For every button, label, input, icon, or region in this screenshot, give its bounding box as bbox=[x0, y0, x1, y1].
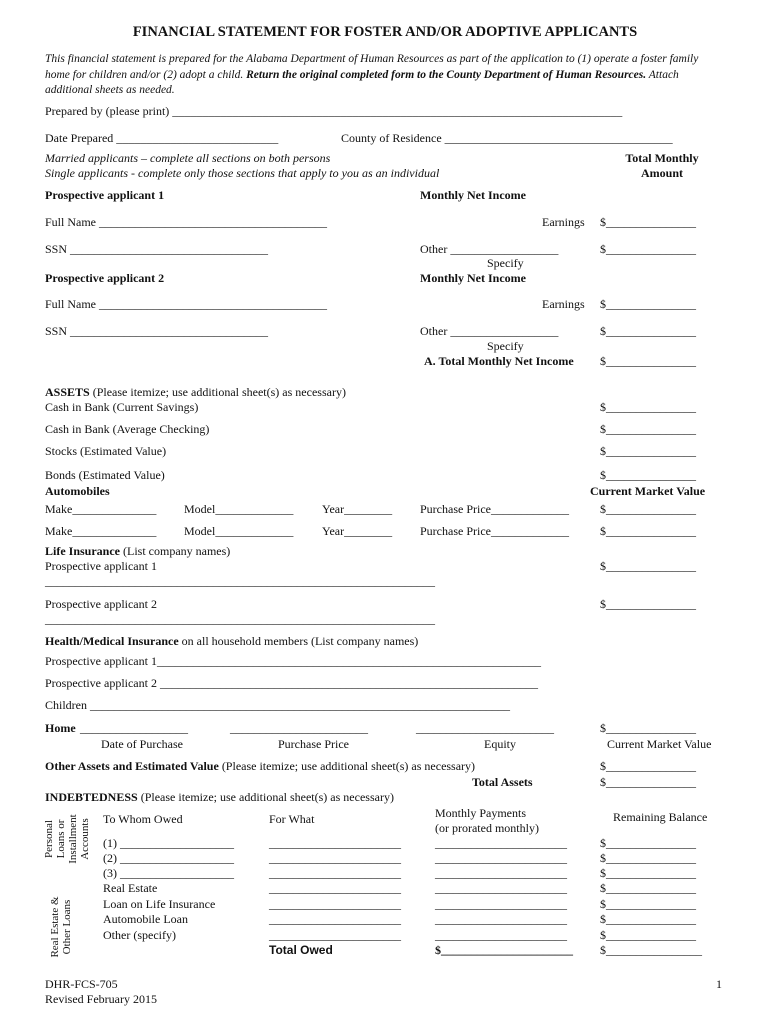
asset-amount[interactable]: $_______________ bbox=[600, 400, 696, 414]
debt-balance[interactable]: $_______________ bbox=[600, 881, 696, 895]
date-of-purchase-caption: Date of Purchase bbox=[101, 737, 183, 751]
home-equity-field[interactable]: _______________________ bbox=[416, 721, 554, 735]
applicant2-earnings-amount[interactable]: $_______________ bbox=[600, 297, 696, 311]
remaining-balance-heading: Remaining Balance bbox=[613, 810, 708, 824]
debt-creditor[interactable]: (1) ___________________ bbox=[103, 836, 234, 850]
asset-amount[interactable]: $_______________ bbox=[600, 422, 696, 436]
intro-bold: Return the original completed form to the County Department of Human Resources. bbox=[246, 68, 647, 81]
asset-label: Cash in Bank (Current Savings) bbox=[45, 400, 199, 414]
debt-balance[interactable]: $_______________ bbox=[600, 836, 696, 850]
debt-purpose[interactable]: ______________________ bbox=[269, 881, 401, 895]
car-purchase-price[interactable]: Purchase Price_____________ bbox=[420, 502, 569, 516]
other-assets-heading bbox=[45, 759, 475, 774]
life-insurance-heading bbox=[45, 544, 230, 559]
life-app1-line[interactable]: _________________________________________________________________ bbox=[45, 574, 435, 588]
total-assets-amount[interactable]: $_______________ bbox=[600, 775, 696, 789]
debt-label: Other (specify) bbox=[103, 928, 176, 942]
health-insurance-heading bbox=[45, 634, 418, 649]
married-note: Married applicants – complete all sections on both persons bbox=[45, 151, 331, 165]
debt-payment[interactable]: ______________________ bbox=[435, 928, 567, 942]
applicant2-heading: Prospective applicant 2 bbox=[45, 271, 165, 285]
intro-paragraph bbox=[45, 52, 725, 99]
group2-label-line: Real Estate & bbox=[49, 896, 61, 958]
debt-payment[interactable]: ______________________ bbox=[435, 912, 567, 926]
debt-balance[interactable]: $_______________ bbox=[600, 912, 696, 926]
car-model[interactable]: Model_____________ bbox=[184, 524, 294, 538]
indebtedness-title: INDEBTEDNESS bbox=[45, 790, 138, 804]
debt-purpose[interactable]: ______________________ bbox=[269, 851, 401, 865]
county-field[interactable]: County of Residence ______________________________________ bbox=[341, 131, 673, 145]
to-whom-owed-heading: To Whom Owed bbox=[103, 812, 183, 826]
revised-date: Revised February 2015 bbox=[45, 992, 157, 1006]
debt-label: Real Estate bbox=[103, 881, 158, 895]
asset-amount[interactable]: $_______________ bbox=[600, 468, 696, 482]
applicant1-specify: Specify bbox=[487, 256, 524, 270]
debt-label: Automobile Loan bbox=[103, 912, 188, 926]
health-insurance-note: on all household members (List company names) bbox=[178, 634, 419, 648]
home-label: Home bbox=[45, 721, 76, 735]
debt-payment[interactable]: ______________________ bbox=[435, 851, 567, 865]
group1-label-line: Personal bbox=[43, 820, 55, 858]
debt-label: Loan on Life Insurance bbox=[103, 897, 216, 911]
debt-payment[interactable]: ______________________ bbox=[435, 881, 567, 895]
total-monthly-heading: Total Monthly bbox=[625, 151, 699, 165]
other-assets-title: Other Assets and Estimated Value bbox=[45, 759, 219, 773]
total-net-income-amount[interactable]: $_______________ bbox=[600, 354, 696, 368]
applicant2-ssn[interactable]: SSN _________________________________ bbox=[45, 324, 269, 338]
car-value[interactable]: $_______________ bbox=[600, 502, 696, 516]
current-market-value-heading: Current Market Value bbox=[590, 484, 706, 498]
debt-payment[interactable]: ______________________ bbox=[435, 897, 567, 911]
life-app1-label: Prospective applicant 1 bbox=[45, 559, 157, 573]
health-children[interactable]: Children ______________________________________________________________________ bbox=[45, 698, 510, 712]
life-app2-label: Prospective applicant 2 bbox=[45, 597, 157, 611]
applicant1-earnings-amount[interactable]: $_______________ bbox=[600, 215, 696, 229]
debt-purpose[interactable]: ______________________ bbox=[269, 912, 401, 926]
amount-heading: Amount bbox=[640, 166, 683, 180]
other-assets-amount[interactable]: $_______________ bbox=[600, 759, 696, 773]
applicant1-ssn[interactable]: SSN _________________________________ bbox=[45, 242, 269, 256]
group1-label-line: Loans or bbox=[55, 819, 67, 859]
debt-balance[interactable]: $_______________ bbox=[600, 928, 696, 942]
debt-purpose[interactable]: ______________________ bbox=[269, 866, 401, 880]
asset-label: Cash in Bank (Average Checking) bbox=[45, 422, 210, 436]
indebtedness-note: (Please itemize; use additional sheet(s) as necessary) bbox=[137, 790, 394, 804]
debt-creditor[interactable]: (2) ___________________ bbox=[103, 851, 234, 865]
home-date-field[interactable]: __________________ bbox=[80, 721, 188, 735]
total-net-income-label: A. Total Monthly Net Income bbox=[424, 354, 574, 368]
prepared-by-field[interactable]: Prepared by (please print) ___________________________________________________________________________ bbox=[45, 104, 623, 118]
form-id: DHR-FCS-705 bbox=[45, 977, 118, 991]
life-app1-amount[interactable]: $_______________ bbox=[600, 559, 696, 573]
other-assets-note: (Please itemize; use additional sheet(s) as necessary) bbox=[218, 759, 476, 773]
life-app2-amount[interactable]: $_______________ bbox=[600, 597, 696, 611]
car-year[interactable]: Year________ bbox=[322, 524, 393, 538]
applicant2-full-name[interactable]: Full Name ______________________________________ bbox=[45, 297, 327, 311]
car-make[interactable]: Make______________ bbox=[45, 524, 157, 538]
assets-heading bbox=[45, 385, 346, 400]
page-number: 1 bbox=[716, 977, 722, 991]
group1-label-line: Installment bbox=[67, 814, 79, 864]
asset-label: Bonds (Estimated Value) bbox=[45, 468, 165, 482]
car-model[interactable]: Model_____________ bbox=[184, 502, 294, 516]
equity-caption: Equity bbox=[484, 737, 516, 751]
asset-amount[interactable]: $_______________ bbox=[600, 444, 696, 458]
life-insurance-note: (List company names) bbox=[120, 544, 231, 558]
home-value-field[interactable]: $_______________ bbox=[600, 721, 696, 735]
debt-balance[interactable]: $_______________ bbox=[600, 897, 696, 911]
date-prepared-field[interactable]: Date Prepared ___________________________ bbox=[45, 131, 279, 145]
page-title: FINANCIAL STATEMENT FOR FOSTER AND/OR ADOPTIVE APPLICANTS bbox=[132, 24, 638, 40]
group1-label-line: Accounts bbox=[79, 818, 91, 860]
life-insurance-title: Life Insurance bbox=[45, 544, 120, 558]
health-app1[interactable]: Prospective applicant 1________________________________________________________________ bbox=[45, 654, 541, 668]
total-assets-label: Total Assets bbox=[472, 775, 533, 789]
car-year[interactable]: Year________ bbox=[322, 502, 393, 516]
debt-payment[interactable]: ______________________ bbox=[435, 836, 567, 850]
health-app2[interactable]: Prospective applicant 2 _______________________________________________________________ bbox=[45, 676, 538, 690]
health-insurance-title: Health/Medical Insurance bbox=[45, 634, 179, 648]
home-price-field[interactable]: _______________________ bbox=[230, 721, 368, 735]
applicant1-heading: Prospective applicant 1 bbox=[45, 188, 165, 202]
total-payments-field[interactable]: $______________________ bbox=[435, 943, 573, 957]
debt-purpose[interactable]: ______________________ bbox=[269, 897, 401, 911]
car-purchase-price[interactable]: Purchase Price_____________ bbox=[420, 524, 569, 538]
total-balance-field[interactable]: $________________ bbox=[600, 943, 702, 957]
applicant2-other[interactable]: Other __________________ bbox=[420, 324, 559, 338]
single-note: Single applicants - complete only those sections that apply to you as an individual bbox=[45, 166, 440, 180]
debt-payment[interactable]: ______________________ bbox=[435, 866, 567, 880]
real-estate-group-label bbox=[49, 887, 79, 967]
automobiles-heading: Automobiles bbox=[45, 484, 110, 498]
applicant2-other-amount[interactable]: $_______________ bbox=[600, 324, 696, 338]
debt-balance[interactable]: $_______________ bbox=[600, 851, 696, 865]
applicant1-earnings-label: Earnings bbox=[542, 215, 585, 229]
applicant2-specify: Specify bbox=[487, 339, 524, 353]
applicant1-full-name[interactable]: Full Name ______________________________________ bbox=[45, 215, 327, 229]
total-owed-label: Total Owed bbox=[269, 943, 333, 957]
car-make[interactable]: Make______________ bbox=[45, 502, 157, 516]
car-value[interactable]: $_______________ bbox=[600, 524, 696, 538]
debt-purpose[interactable]: ______________________ bbox=[269, 928, 401, 942]
group2-label-line: Other Loans bbox=[61, 899, 73, 955]
debt-purpose[interactable]: ______________________ bbox=[269, 836, 401, 850]
prorated-heading: (or prorated monthly) bbox=[435, 821, 539, 835]
intro-tail: Attach additional sheets as needed. bbox=[45, 68, 679, 96]
personal-loans-group-label bbox=[43, 799, 101, 879]
purchase-price-caption: Purchase Price bbox=[278, 737, 349, 751]
applicant1-other[interactable]: Other __________________ bbox=[420, 242, 559, 256]
debt-creditor[interactable]: (3) ___________________ bbox=[103, 866, 234, 880]
asset-label: Stocks (Estimated Value) bbox=[45, 444, 167, 458]
applicant2-earnings-label: Earnings bbox=[542, 297, 585, 311]
debt-balance[interactable]: $_______________ bbox=[600, 866, 696, 880]
current-market-value-caption: Current Market Value bbox=[607, 737, 712, 751]
intro-text: This financial statement is prepared for the Alabama Department of Human Resources as part of the application to (1) operate a foster family home for children and/or (2) adopt a child. bbox=[45, 53, 699, 81]
applicant1-income-heading: Monthly Net Income bbox=[420, 188, 526, 202]
assets-note: (Please itemize; use additional sheet(s) as necessary) bbox=[89, 385, 346, 399]
assets-title: ASSETS bbox=[45, 385, 90, 399]
applicant2-income-heading: Monthly Net Income bbox=[420, 271, 526, 285]
life-app2-line[interactable]: _________________________________________________________________ bbox=[45, 612, 435, 626]
applicant1-other-amount[interactable]: $_______________ bbox=[600, 242, 696, 256]
for-what-heading: For What bbox=[269, 812, 315, 826]
monthly-payments-heading: Monthly Payments bbox=[435, 806, 527, 820]
